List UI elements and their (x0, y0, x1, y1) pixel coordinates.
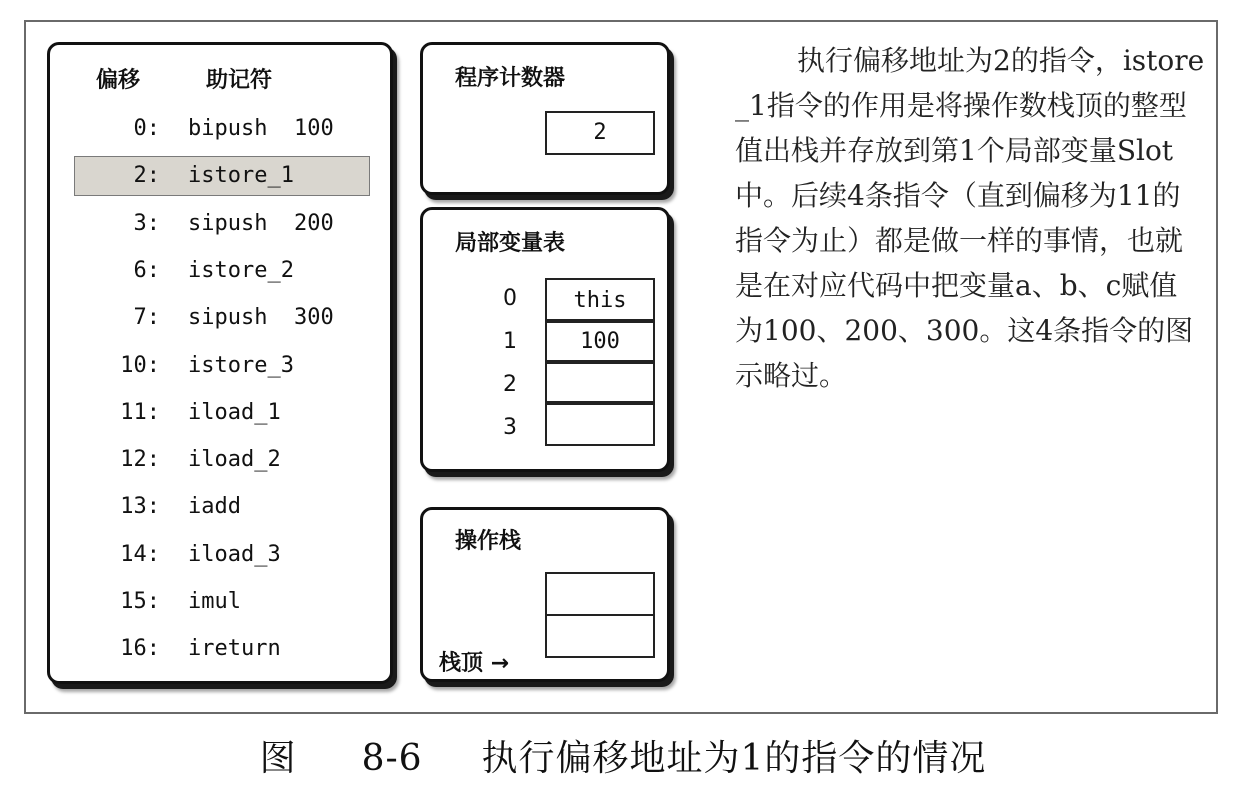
instruction-mnemonic: sipush 300 (188, 305, 334, 331)
instruction-offset: 0: (133, 116, 160, 141)
instruction-row (50, 629, 390, 669)
instruction-mnemonic: imul (188, 589, 241, 614)
instruction-row (50, 582, 390, 622)
instruction-row (50, 298, 390, 338)
slot-index: 0 (503, 286, 517, 311)
slot-cell: this (545, 278, 655, 323)
instruction-offset: 10: (120, 352, 160, 378)
program-counter-panel (420, 42, 670, 195)
instruction-row (50, 109, 390, 149)
instruction-row (50, 393, 390, 433)
instruction-row (50, 535, 390, 575)
bytecode-panel (47, 42, 393, 684)
slot-index: 3 (503, 415, 517, 440)
slot-cell: 100 (545, 319, 655, 364)
mnemonic-header: 助记符 (206, 68, 273, 93)
instruction-mnemonic: istore_1 (188, 163, 294, 189)
instruction-row (50, 346, 390, 386)
description-text (735, 38, 1205, 398)
instruction-mnemonic: istore_3 (188, 352, 294, 378)
stack-cell (545, 572, 655, 616)
caption-label: 图 (259, 738, 297, 779)
offset-header: 偏移 (96, 68, 141, 93)
stack-top-label: 栈顶 → (439, 651, 510, 676)
instruction-offset: 11: (120, 399, 160, 425)
slot-cell (545, 401, 655, 446)
instruction-offset: 3: (133, 210, 160, 236)
instruction-mnemonic: iadd (188, 494, 241, 520)
locals-title: 局部变量表 (455, 231, 566, 256)
instruction-mnemonic: ireturn (188, 636, 281, 662)
instruction-mnemonic: iload_1 (188, 399, 281, 425)
pc-value: 2 (545, 111, 655, 155)
instruction-row (50, 440, 390, 480)
slot-index: 2 (503, 372, 517, 397)
instruction-mnemonic: sipush 200 (188, 210, 334, 236)
instruction-row (50, 204, 390, 244)
instruction-offset: 6: (133, 257, 160, 283)
description-paragraph: 执行偏移地址为2的指令，istore_1指令的作用是将操作数栈顶的整型值出栈并存放到第1个局部变量Slot中。后续4条指令（直到偏移为11的指令为止）都是做一样的事情，也就是在对应代码中把变量a、b、c赋值为100、200、300。这4条指令的图示略过。 (735, 44, 1205, 392)
instruction-offset: 2: (133, 163, 160, 189)
instruction-row (50, 487, 390, 527)
figure-caption (0, 730, 1246, 781)
instruction-mnemonic: bipush 100 (188, 116, 334, 141)
stack-title: 操作栈 (455, 529, 522, 554)
stack-cell (545, 614, 655, 658)
pc-title: 程序计数器 (455, 66, 566, 91)
caption-text: 执行偏移地址为1的指令的情况 (481, 738, 987, 779)
slot-cell (545, 360, 655, 405)
instruction-mnemonic: istore_2 (188, 257, 294, 283)
instruction-row (50, 156, 390, 196)
instruction-row (50, 251, 390, 291)
caption-number: 8-6 (361, 738, 423, 779)
instruction-offset: 16: (120, 636, 160, 662)
instruction-offset: 7: (133, 305, 160, 331)
instruction-offset: 12: (120, 447, 160, 473)
operand-stack-panel (420, 507, 670, 682)
local-variable-table-panel (420, 207, 670, 472)
instruction-mnemonic: iload_2 (188, 447, 281, 473)
instruction-offset: 13: (120, 494, 160, 520)
instruction-offset: 14: (120, 541, 160, 567)
instruction-offset: 15: (120, 589, 160, 614)
slot-index: 1 (503, 329, 517, 354)
instruction-mnemonic: iload_3 (188, 541, 281, 567)
